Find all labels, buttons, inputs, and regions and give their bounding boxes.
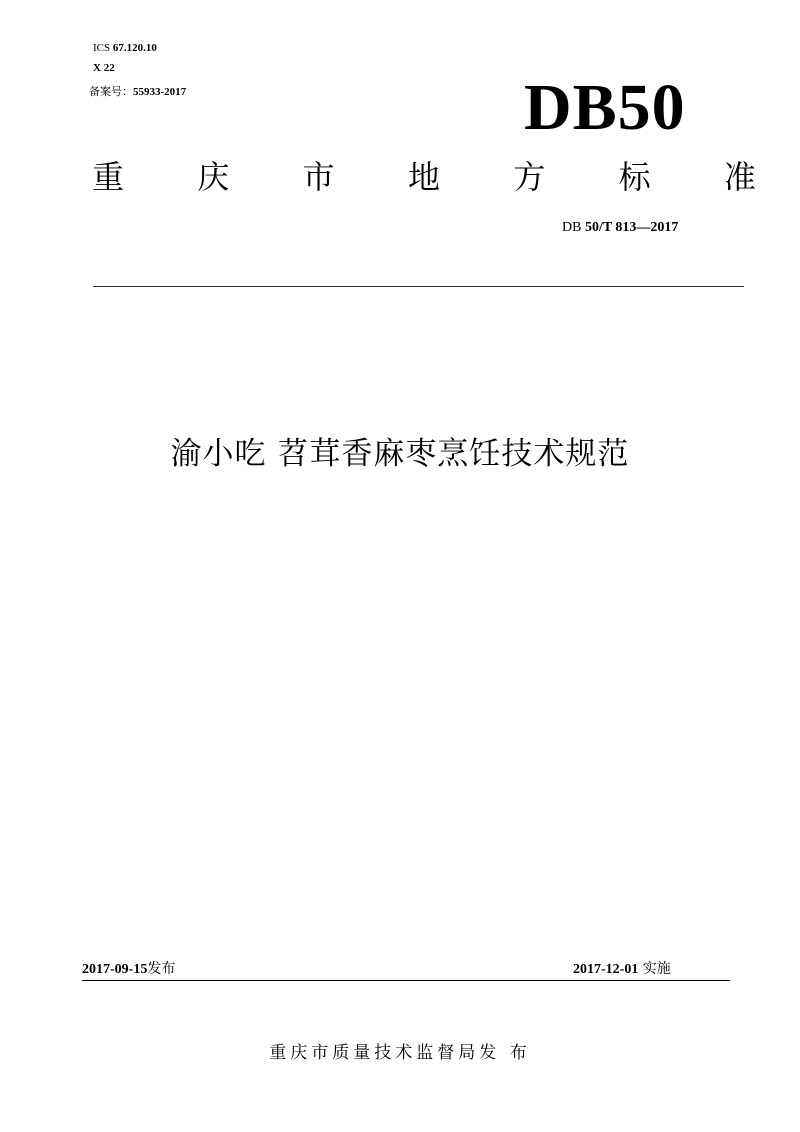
standard-type-char: 庆: [197, 158, 230, 196]
classification-code: X 22: [93, 62, 115, 74]
ics-value: 67.120.10: [112, 42, 157, 54]
footer-divider: [82, 980, 730, 981]
standard-type-char: 市: [302, 158, 335, 196]
issue-label: 发布: [147, 961, 176, 977]
header-divider: [93, 286, 744, 287]
document-title: 渝小吃 苕茸香麻枣烹饪技术规范: [170, 436, 630, 472]
implementation-date-value: 2017-12-01: [573, 962, 639, 977]
standard-type-char: 地: [407, 158, 440, 196]
issue-date: [82, 958, 175, 981]
standard-number-prefix: DB: [562, 220, 582, 235]
filing-number: [89, 84, 186, 100]
filing-value: 55933-2017: [133, 86, 187, 98]
standard-type-heading: [92, 155, 756, 199]
implementation-date: [573, 958, 671, 981]
issuing-authority: 重庆市质量技术监督局发 布: [269, 1043, 531, 1063]
issue-date-value: 2017-09-15: [82, 962, 148, 977]
standard-number: [562, 218, 678, 238]
standard-type-char: 方: [513, 158, 546, 196]
standard-number-value: 50/T 813—2017: [584, 220, 679, 235]
standard-type-char: 准: [723, 158, 756, 196]
filing-label: 备案号：: [89, 85, 133, 98]
standard-type-char: 重: [92, 158, 125, 196]
ics-code: [93, 40, 157, 56]
ics-label: ICS: [93, 42, 111, 54]
standard-type-char: 标: [618, 158, 651, 196]
implementation-label: 实施: [642, 961, 671, 977]
standard-code-logo: DB50: [524, 71, 686, 144]
